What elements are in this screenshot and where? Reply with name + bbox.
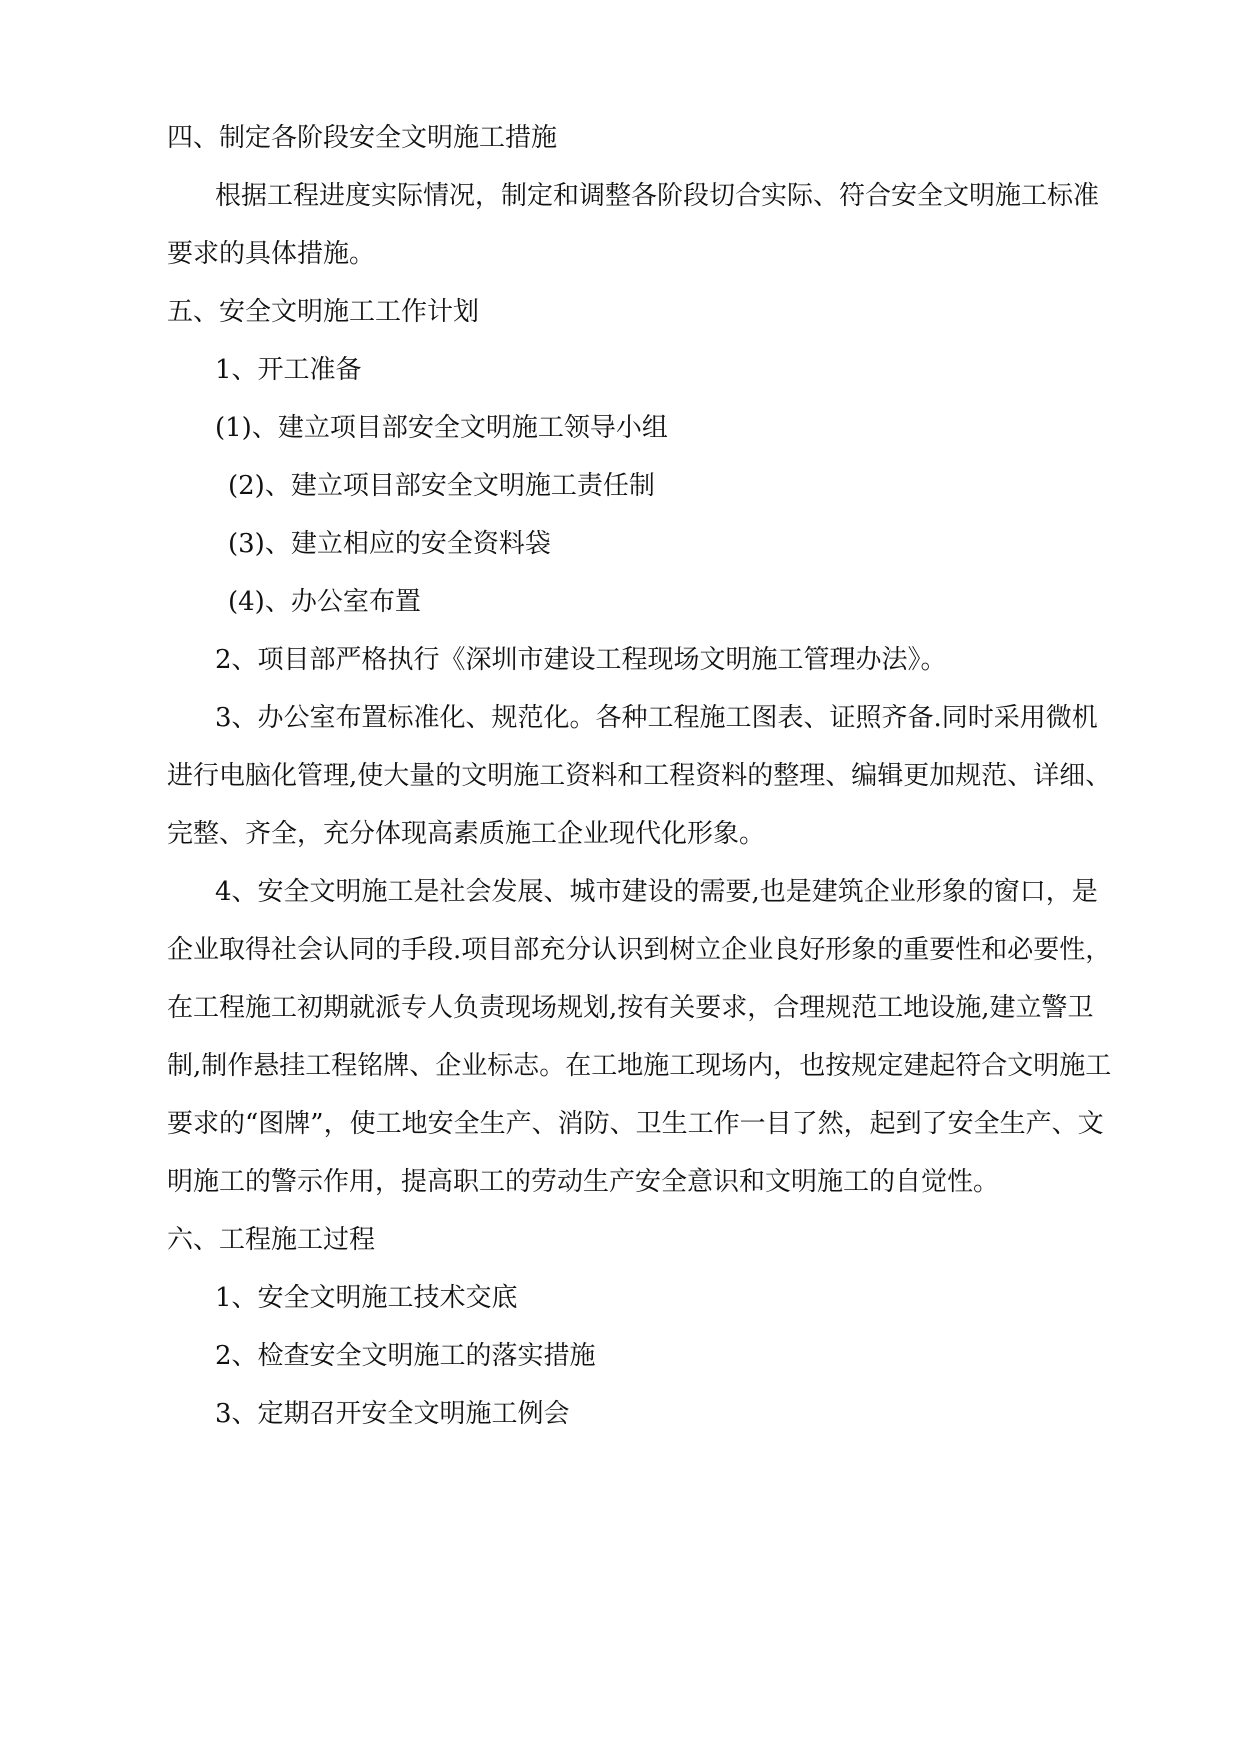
section-5-sub-item-3: (3)、建立相应的安全资料袋	[228, 529, 551, 559]
section-6-item-2: 2、检查安全文明施工的落实措施	[215, 1341, 596, 1371]
section-5-item-4-line-3: 在工程施工初期就派专人负责现场规划,按有关要求，合理规范工地设施,建立警卫	[167, 993, 1094, 1023]
section-heading-4: 四、制定各阶段安全文明施工措施	[167, 123, 558, 153]
section-5-item-4-line-6: 明施工的警示作用，提高职工的劳动生产安全意识和文明施工的自觉性。	[167, 1167, 1000, 1197]
section-5-item-4-line-5: 要求的“图牌”，使工地安全生产、消防、卫生工作一目了然，起到了安全生产、文	[167, 1109, 1104, 1139]
section-4-paragraph-line-2: 要求的具体措施。	[167, 239, 376, 269]
section-6-item-3: 3、定期召开安全文明施工例会	[215, 1399, 570, 1429]
section-5-item-4-line-1: 4、安全文明施工是社会发展、城市建设的需要,也是建筑企业形象的窗口，是	[215, 877, 1098, 907]
section-5-item-4-line-2: 企业取得社会认同的手段.项目部充分认识到树立企业良好形象的重要性和必要性，	[167, 935, 1112, 965]
section-heading-5: 五、安全文明施工工作计划	[167, 297, 480, 327]
section-4-paragraph-line-1: 根据工程进度实际情况，制定和调整各阶段切合实际、符合安全文明施工标准	[215, 181, 1100, 211]
section-5-sub-item-4: (4)、办公室布置	[228, 587, 421, 617]
section-5-item-3-line-3: 完整、齐全，充分体现高素质施工企业现代化形象。	[167, 819, 766, 849]
section-6-item-1: 1、安全文明施工技术交底	[215, 1283, 518, 1313]
section-5-item-3-line-2: 进行电脑化管理,使大量的文明施工资料和工程资料的整理、编辑更加规范、详细、	[167, 761, 1112, 791]
section-5-item-3-line-1: 3、办公室布置标准化、规范化。各种工程施工图表、证照齐备.同时采用微机	[215, 703, 1098, 733]
section-heading-6: 六、工程施工过程	[167, 1225, 376, 1255]
section-5-item-1: 1、开工准备	[215, 355, 362, 385]
section-5-sub-item-1: (1)、建立项目部安全文明施工领导小组	[215, 413, 668, 443]
section-5-sub-item-2: (2)、建立项目部安全文明施工责任制	[228, 471, 655, 501]
section-5-item-2: 2、项目部严格执行《深圳市建设工程现场文明施工管理办法》。	[215, 645, 947, 675]
section-5-item-4-line-4: 制,制作悬挂工程铭牌、企业标志。在工地施工现场内，也按规定建起符合文明施工	[167, 1051, 1112, 1081]
